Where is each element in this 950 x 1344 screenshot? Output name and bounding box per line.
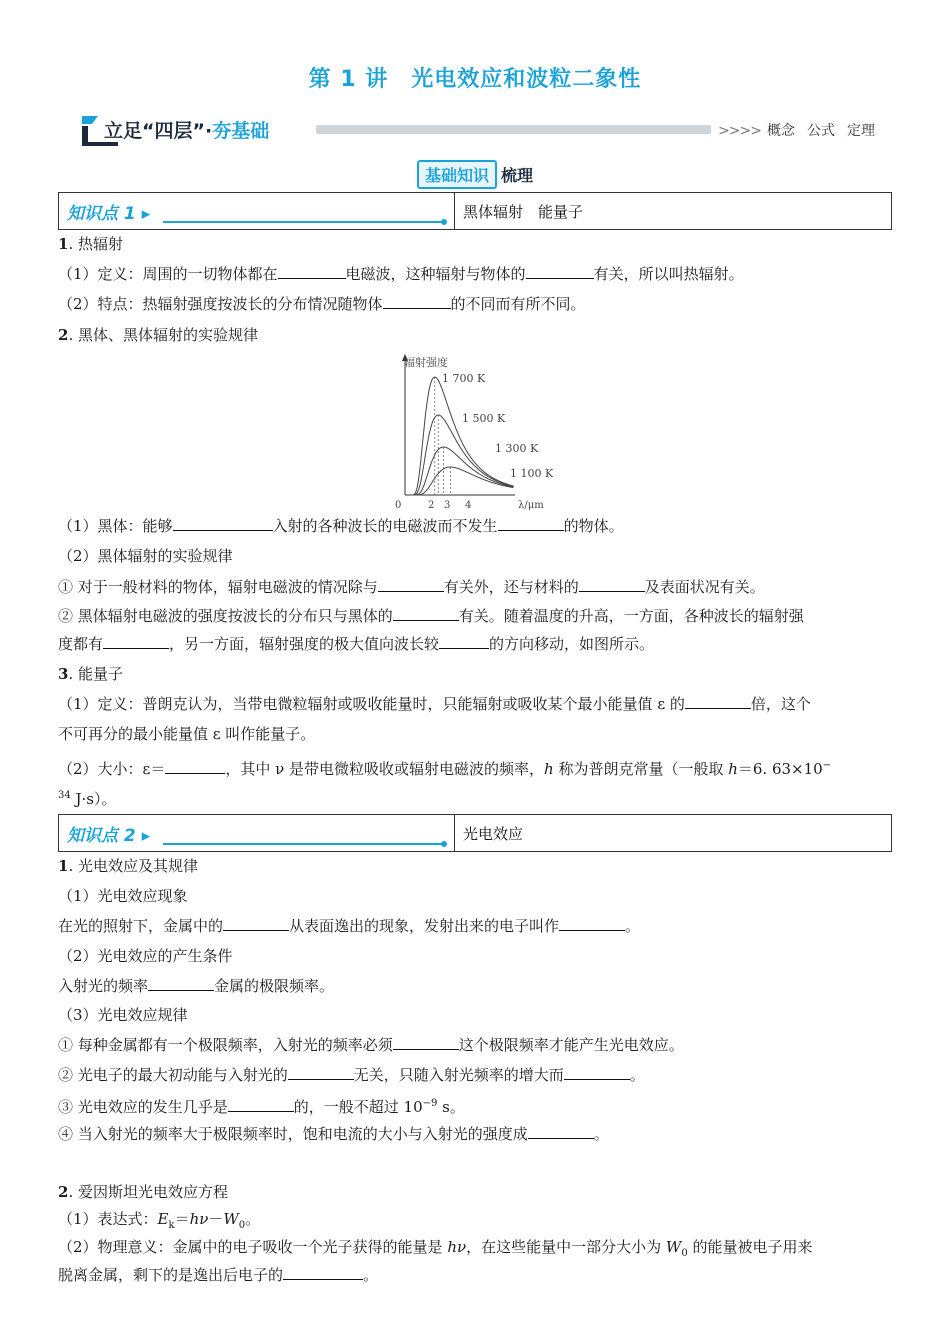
blank [278,264,346,279]
tick-3: 3 [444,500,451,511]
tick-4: 4 [465,500,472,511]
s3-num: 3 [58,665,69,683]
x-axis-label: λ/μm [518,500,544,511]
p1-l8a: ③ 光电效应的发生几乎是 [58,1098,228,1116]
p2-l2c: ，在这些能量中一部分大小为 [466,1238,666,1256]
kp2-left [59,815,454,851]
s1-l1c: 有关，所以叫热辐射。 [593,265,744,283]
s2-l1a: （1）黑体：能够 [58,517,173,535]
s3-line1 [58,694,892,714]
p1-num: 1 [58,857,69,875]
blank [564,1065,630,1080]
p1-l8c: −9 [422,1098,438,1109]
blank [439,634,489,649]
s1-l2a: （2）特点：热辐射强度按波长的分布情况随物体 [58,295,383,313]
s1-num: 1 [58,235,69,253]
series-label-1700: 1 700 K [442,372,486,385]
p1-line8 [58,1094,892,1117]
section-banner [78,112,893,148]
s3-l3b: ，其中 ν 是带电微粒吸收或辐射电磁波的频率， [225,760,544,778]
s2-line3 [58,577,892,597]
p2-l2f: 的能量被电子用来 [687,1238,813,1256]
s3-l3d: 称为普朗克常量（一般取 [553,760,729,778]
s3-l4b: J·s）。 [70,790,117,808]
blank [228,1097,294,1112]
p1-l2a: 在光的照射下，金属中的 [58,917,224,935]
s3-l1b: 倍，这个 [750,695,811,713]
chevrons-icon: >>>> [718,123,761,139]
p2-l2b: hν [447,1238,467,1256]
s3-l3f: ＝6. 63×10 [737,760,823,778]
p2-l1c: k [168,1220,175,1231]
p1-l4a: 入射光的频率 [58,977,149,995]
banner-title-dot: · [205,120,213,142]
banner-tag-concept: 概念 [767,123,795,139]
kp1-divider [454,193,455,229]
blank [165,759,225,774]
s3-heading [58,664,892,684]
s2-line4 [58,606,892,626]
blank [378,577,444,592]
knowledge-point-2 [58,814,892,852]
s3-l3e: h [728,760,738,778]
s3-line3 [58,756,892,779]
blank [103,634,169,649]
p1-l6a: ① 每种金属都有一个极限频率，入射光的频率必须 [58,1036,393,1054]
s3-l3a: （2）大小：ε＝ [58,760,166,778]
s2-l1b: 入射的各种波长的电磁波而不发生 [272,517,498,535]
s2-head: . 黑体、黑体辐射的实验规律 [68,326,258,344]
s2-l3a: ① 对于一般材料的物体，辐射电磁波的情况除与 [58,578,378,596]
banner-tag-formula: 公式 [807,123,835,139]
p1-l8b: 的，一般不超过 10 [293,1098,423,1116]
s2-line5 [58,634,892,654]
p2-l1g: W [223,1210,239,1228]
s2-line2: （2）黑体辐射的实验规律 [58,547,233,565]
s3-head: . 能量子 [68,665,123,683]
banner-title-a: 立足 [104,120,143,142]
banner-title-b: “四层” [142,120,205,142]
p1-line3: （2）光电效应的产生条件 [58,947,233,965]
p2-head: . 爱因斯坦光电效应方程 [68,1183,228,1201]
s3-l4a: 34 [58,790,71,801]
blank [393,1035,459,1050]
blank [528,1124,594,1139]
blackbody-chart [390,350,570,515]
p2-heading [58,1182,892,1202]
p2-l1b: E [157,1210,169,1228]
s3-line2: 不可再分的最小能量值 ε 叫作能量子。 [58,725,316,743]
s1-l2b: 的不同而有所不同。 [450,295,586,313]
s2-l4b: 有关。随着温度的升高，一方面，各种波长的辐射强 [458,607,804,625]
blank [383,294,451,309]
s1-line1 [58,264,892,284]
kp2-tag: 知识点 2 ▸ [67,826,151,846]
s2-line1 [58,516,892,536]
p2-l2d: W [665,1238,682,1256]
subheading [0,160,950,189]
p2-l1h: 0 [238,1220,246,1231]
knowledge-point-1 [58,192,892,230]
blank [173,516,273,531]
y-axis-label: 辐射强度 [404,356,448,369]
p1-line6 [58,1035,892,1055]
kp1-tag: 知识点 1 ▸ [67,204,151,224]
s3-l1a: （1）定义：普朗克认为，当带电微粒辐射或吸收能量时，只能辐射或吸收某个最小能量值 ε 的 [58,695,685,713]
s2-l4a: ② 黑体辐射电磁波的强度按波长的分布只与黑体的 [58,607,393,625]
tick-0: 0 [395,500,402,511]
blank [283,1265,363,1280]
banner-title [104,116,269,143]
p1-line2 [58,916,892,936]
p1-l6b: 这个极限频率才能产生光电效应。 [458,1036,684,1054]
p1-l9b: 。 [593,1125,609,1143]
p1-l7a: ② 光电子的最大初动能与入射光的 [58,1066,288,1084]
p1-l4b: 金属的极限频率。 [214,977,335,995]
kp2-divider [454,815,455,851]
s2-l5b: ，另一方面，辐射强度的极大值向波长较 [169,635,440,653]
series-label-1500: 1 500 K [462,412,506,425]
s1-l1a: （1）定义：周围的一切物体都在 [58,265,278,283]
blank [559,916,625,931]
blank [498,516,564,531]
blank [223,916,289,931]
p2-l2a: （2）物理意义：金属中的电子吸收一个光子获得的能量是 [58,1238,448,1256]
kp1-dot [441,219,447,225]
p1-line1: （1）光电效应现象 [58,887,188,905]
s2-l1c: 的物体。 [563,517,624,535]
s2-l5a: 度都有 [58,635,104,653]
s1-heading [58,234,892,254]
p2-l1e: hν [189,1210,209,1228]
p2-l1a: （1）表达式： [58,1210,158,1228]
series-label-1300: 1 300 K [495,442,539,455]
s1-head: . 热辐射 [68,235,123,253]
blank [393,606,459,621]
blank [579,577,645,592]
p2-l2e: 0 [681,1248,688,1259]
p2-line1 [58,1209,892,1236]
p1-l8d: s。 [437,1098,465,1116]
s2-l3c: 及表面状况有关。 [644,578,765,596]
p2-l3a: 脱离金属，剩下的是逸出后电子的 [58,1266,284,1284]
p1-l9a: ④ 当入射光的频率大于极限频率时，饱和电流的大小与入射光的强度成 [58,1125,528,1143]
subheading-plain: 梳理 [501,166,534,185]
series-label-1100: 1 100 K [510,467,554,480]
p2-l3b: 。 [363,1266,379,1284]
s1-line2 [58,294,892,314]
s3-l3c: h [544,760,554,778]
s2-l3b: 有关外，还与材料的 [443,578,579,596]
p1-l7b: 无关，只随入射光频率的增大而 [353,1066,564,1084]
s3-l3g: − [822,760,832,771]
p1-l2b: 从表面逸出的现象，发射出来的电子叫作 [289,917,560,935]
p1-l7c: 。 [629,1066,645,1084]
s2-heading [58,325,892,345]
s1-l1b: 电磁波，这种辐射与物体的 [345,265,526,283]
blank [288,1065,354,1080]
banner-tag-theorem: 定理 [847,123,875,139]
chart-curves [411,377,513,495]
s2-num: 2 [58,326,69,344]
p1-line5: （3）光电效应规律 [58,1006,188,1024]
blank [148,976,214,991]
banner-bar [316,125,711,134]
p1-line4 [58,976,892,996]
s2-l5c: 的方向移动，如图所示。 [489,635,655,653]
p2-l1f: － [208,1210,224,1228]
p1-l2c: 。 [625,917,641,935]
p1-line9 [58,1124,892,1144]
kp2-underline [163,843,445,845]
p1-head: . 光电效应及其规律 [68,857,198,875]
kp2-topic: 光电效应 [463,825,524,843]
kp1-underline [163,221,445,223]
blank [526,264,594,279]
p2-l1d: ＝ [174,1210,190,1228]
banner-tags [718,120,875,140]
subheading-boxed: 基础知识 [417,160,497,189]
p2-l1i: 。 [245,1210,261,1228]
tick-2: 2 [428,500,435,511]
p2-num: 2 [58,1183,69,1201]
banner-title-d: 夯基础 [212,120,270,142]
kp2-dot [441,841,447,847]
s3-line4 [58,786,892,809]
kp1-left [59,193,454,229]
p2-line2 [58,1237,892,1264]
kp1-topic: 黑体辐射 能量子 [463,203,584,221]
blank [685,694,751,709]
lesson-title: 第 1 讲 光电效应和波粒二象性 [308,67,642,92]
p1-line7 [58,1065,892,1085]
p2-line3 [58,1265,892,1285]
p1-heading [58,856,892,876]
